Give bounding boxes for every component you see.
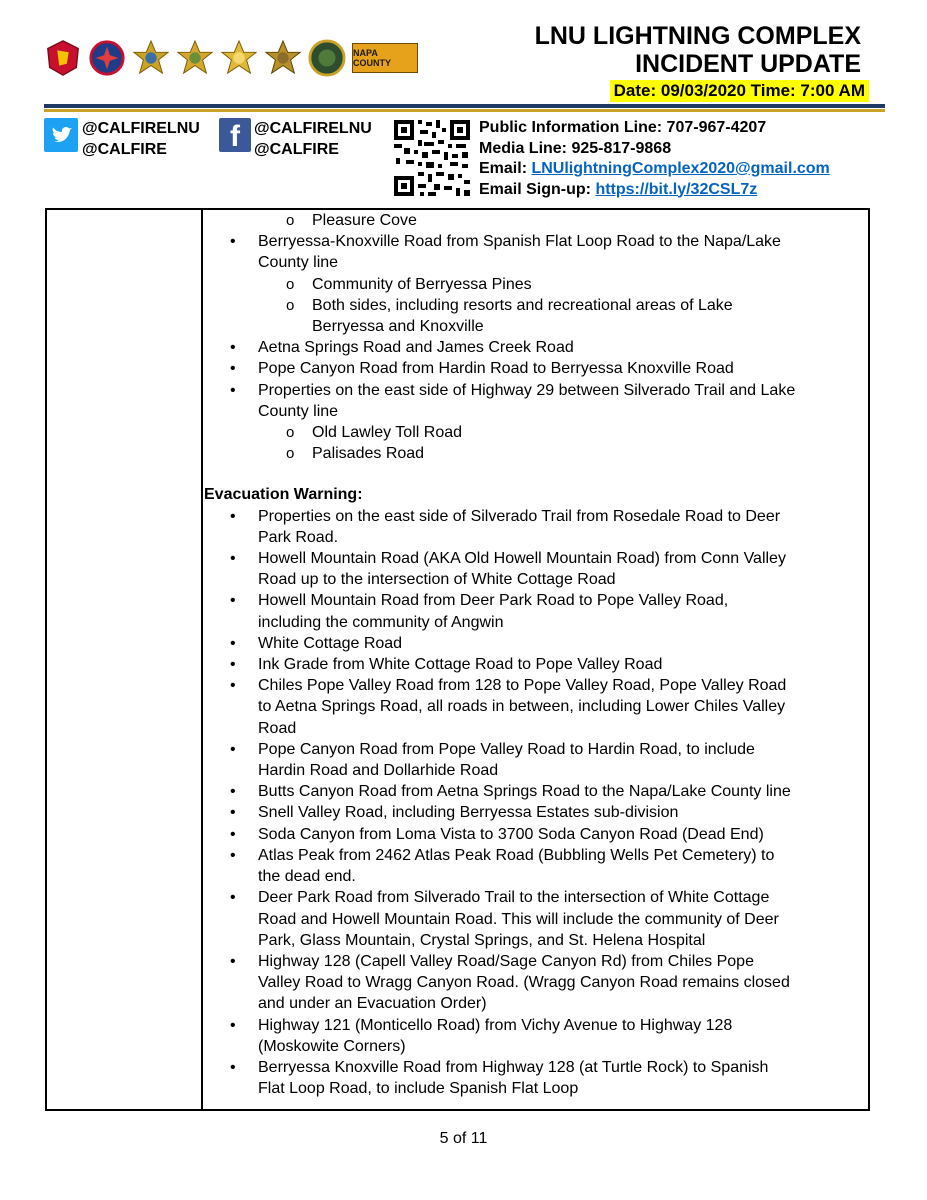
list-item — [204, 337, 870, 358]
list-item — [204, 760, 870, 781]
bullet-icon: • — [230, 592, 236, 610]
list-item-text: Road up to the intersection of White Cottage Road — [258, 571, 616, 589]
bullet-icon: • — [230, 846, 236, 864]
cal-fire-logo-icon — [44, 39, 82, 77]
bullet-icon: • — [230, 381, 236, 399]
list-item-text: Park Road. — [258, 528, 339, 546]
list-item-text: Pope Canyon Road from Pope Valley Road to Hardin Road, to include — [258, 740, 755, 758]
page-title — [535, 22, 861, 78]
list-item — [204, 506, 870, 527]
list-item-text: Berryessa-Knoxville Road from Spanish Flat Loop Road to the Napa/Lake — [258, 233, 781, 251]
twitter-handles — [82, 118, 200, 160]
sub-bullet-icon: o — [286, 424, 295, 442]
list-item-text: Soda Canyon from Loma Vista to 3700 Soda Canyon Road (Dead End) — [258, 825, 764, 843]
facebook-handle-primary[interactable]: @CALFIRELNU — [254, 120, 372, 137]
list-item-text: Road — [258, 719, 297, 737]
signup-label: Email Sign-up: — [479, 180, 596, 198]
email-line — [479, 159, 830, 180]
list-item — [204, 972, 870, 993]
table-column-divider — [201, 208, 203, 1111]
list-item-text: Berryessa and Knoxville — [312, 318, 484, 336]
bullet-icon: • — [230, 740, 236, 758]
bullet-icon: • — [230, 1016, 236, 1034]
facebook-glyph: f — [230, 120, 240, 153]
bullet-icon: • — [230, 825, 236, 843]
list-item-text: Palisades Road — [312, 445, 425, 463]
twitter-icon — [44, 118, 78, 152]
list-item — [204, 951, 870, 972]
email-link[interactable]: LNUlightningComplex2020@gmail.com — [531, 160, 830, 177]
list-item-text: Old Lawley Toll Road — [312, 424, 463, 442]
list-item — [204, 633, 870, 654]
list-item-text: Ink Grade from White Cottage Road to Pope Valley Road — [258, 656, 663, 674]
list-item-text: to Aetna Springs Road, all roads in between, including Lower Chiles Valley — [258, 698, 786, 716]
bullet-icon: • — [230, 677, 236, 695]
sub-list-item — [204, 274, 870, 295]
bullet-icon: • — [230, 952, 236, 970]
list-item — [204, 802, 870, 823]
twitter-handle-primary[interactable]: @CALFIRELNU — [82, 120, 200, 137]
list-item — [204, 1057, 870, 1078]
list-item — [204, 887, 870, 908]
date-time-banner: Date: 09/03/2020 Time: 7:00 AM — [610, 80, 869, 102]
list-item — [204, 866, 870, 887]
sub-list-item — [204, 443, 870, 464]
sub-list-item — [204, 295, 870, 316]
list-item — [204, 675, 870, 696]
napa-county-logo — [352, 43, 418, 73]
list-item-text: Chiles Pope Valley Road from 128 to Pope Valley Road, Pope Valley Road — [258, 677, 787, 695]
bullet-icon: • — [230, 1058, 236, 1076]
bullet-icon: • — [230, 507, 236, 525]
list-item — [204, 739, 870, 760]
twitter-handle-secondary[interactable]: @CALFIRE — [82, 141, 167, 158]
napa-county-logo-text: NAPA COUNTY — [353, 48, 391, 68]
sheriff-star-badge-icon — [220, 39, 258, 77]
list-item — [204, 527, 870, 548]
title-line-1: LNU LIGHTNING COMPLEX — [534, 22, 861, 50]
evacuation-warning-heading: Evacuation Warning: — [204, 486, 363, 504]
sheriff-star-badge-icon — [176, 39, 214, 77]
list-item — [204, 548, 870, 569]
fire-department-badge-icon — [88, 39, 126, 77]
list-item-text: Aetna Springs Road and James Creek Road — [258, 339, 574, 357]
list-item-text: Properties on the east side of Highway 29 between Silverado Trail and Lake — [258, 381, 796, 399]
sub-bullet-icon: o — [286, 212, 295, 229]
list-item-text: Atlas Peak from 2462 Atlas Peak Road (Bubbling Wells Pet Cemetery) to — [258, 846, 775, 864]
list-item-text: White Cottage Road — [258, 634, 403, 652]
list-item-text: Valley Road to Wragg Canyon Road. (Wragg Canyon Road remains closed — [258, 974, 790, 992]
list-item-text: Properties on the east side of Silverado Trail from Rosedale Road to Deer — [258, 507, 781, 525]
header-rule-navy — [44, 104, 885, 108]
sub-bullet-icon: o — [286, 445, 295, 463]
facebook-handles — [254, 118, 372, 160]
list-item-text: the dead end. — [258, 868, 356, 886]
bullet-icon: • — [230, 656, 236, 674]
sheriff-star-badge-icon — [132, 39, 170, 77]
list-item-text: Butts Canyon Road from Aetna Springs Road to the Napa/Lake County line — [258, 783, 791, 801]
list-item-text: Road and Howell Mountain Road. This will include the community of Deer — [258, 910, 779, 928]
list-item-text: Deer Park Road from Silverado Trail to the intersection of White Cottage — [258, 889, 770, 907]
evacuation-list — [204, 210, 870, 1099]
signup-link[interactable]: https://bit.ly/32CSL7z — [595, 180, 758, 198]
public-info-line: Public Information Line: 707-967-4207 — [479, 119, 767, 136]
list-item-text: including the community of Angwin — [258, 613, 504, 631]
media-line: Media Line: 925-817-9868 — [479, 139, 672, 157]
list-item — [204, 824, 870, 845]
sub-list-item — [204, 210, 870, 231]
list-item-text: Both sides, including resorts and recreational areas of Lake — [312, 296, 733, 314]
agency-logos — [44, 36, 418, 80]
list-item — [204, 358, 870, 379]
list-item-text: Howell Mountain Road from Deer Park Road to Pope Valley Road, — [258, 592, 729, 610]
email-label: Email: — [479, 160, 532, 177]
signup-line — [479, 180, 830, 201]
list-item-text: Berryessa Knoxville Road from Highway 128 (at Turtle Rock) to Spanish — [258, 1058, 769, 1076]
list-item — [204, 380, 870, 401]
facebook-handle-secondary[interactable]: @CALFIRE — [254, 141, 339, 158]
contact-info — [479, 118, 830, 200]
sub-list-item — [204, 422, 870, 443]
list-item — [204, 252, 870, 273]
facebook-icon — [219, 118, 251, 152]
list-item-text: Highway 121 (Monticello Road) from Vichy Avenue to Highway 128 — [258, 1016, 733, 1034]
list-item — [204, 231, 870, 252]
list-item-text: County line — [258, 402, 339, 420]
bullet-icon: • — [230, 339, 236, 357]
bullet-icon: • — [230, 634, 236, 652]
bullet-icon: • — [230, 360, 236, 378]
bullet-icon: • — [230, 783, 236, 801]
header-rule-gold — [44, 109, 885, 112]
list-item — [204, 909, 870, 930]
bullet-icon: • — [230, 889, 236, 907]
qr-code-icon[interactable] — [392, 118, 472, 198]
list-item — [204, 590, 870, 611]
list-item — [204, 401, 870, 422]
bullet-icon: • — [230, 550, 236, 568]
list-item-text: Flat Loop Road, to include Spanish Flat Loop — [258, 1080, 579, 1098]
page-number: 5 of 11 — [439, 1130, 488, 1147]
list-item — [204, 845, 870, 866]
list-item — [204, 930, 870, 951]
list-item — [204, 993, 870, 1014]
sub-bullet-icon: o — [286, 296, 295, 314]
list-item-text: Pleasure Cove — [312, 212, 417, 229]
list-item — [204, 569, 870, 590]
bullet-icon: • — [230, 233, 236, 251]
list-item — [204, 654, 870, 675]
title-line-2: INCIDENT UPDATE — [635, 50, 861, 78]
sub-list-item — [204, 316, 870, 337]
list-item-text: Highway 128 (Capell Valley Road/Sage Canyon Rd) from Chiles Pope — [258, 952, 754, 970]
list-item-text: (Moskowite Corners) — [258, 1037, 406, 1055]
sheriff-star-badge-icon — [264, 39, 302, 77]
list-item-text: and under an Evacuation Order) — [258, 995, 487, 1013]
list-item-text: Howell Mountain Road (AKA Old Howell Mountain Road) from Conn Valley — [258, 550, 786, 568]
sub-bullet-icon: o — [286, 275, 295, 293]
list-item — [204, 1015, 870, 1036]
list-item — [204, 696, 870, 717]
list-item — [204, 1036, 870, 1057]
section-gap — [204, 464, 870, 484]
county-seal-icon — [308, 39, 346, 77]
list-item-text: Community of Berryessa Pines — [312, 275, 532, 293]
list-item-text: Snell Valley Road, including Berryessa Estates sub-division — [258, 804, 679, 822]
list-item — [204, 612, 870, 633]
list-item — [204, 1078, 870, 1099]
bullet-icon: • — [230, 804, 236, 822]
list-item-text: Hardin Road and Dollarhide Road — [258, 762, 499, 780]
list-item-text: Pope Canyon Road from Hardin Road to Berryessa Knoxville Road — [258, 360, 734, 378]
list-item-text: County line — [258, 254, 339, 272]
list-item — [204, 718, 870, 739]
list-item — [204, 781, 870, 802]
list-item-text: Park, Glass Mountain, Crystal Springs, and St. Helena Hospital — [258, 931, 706, 949]
